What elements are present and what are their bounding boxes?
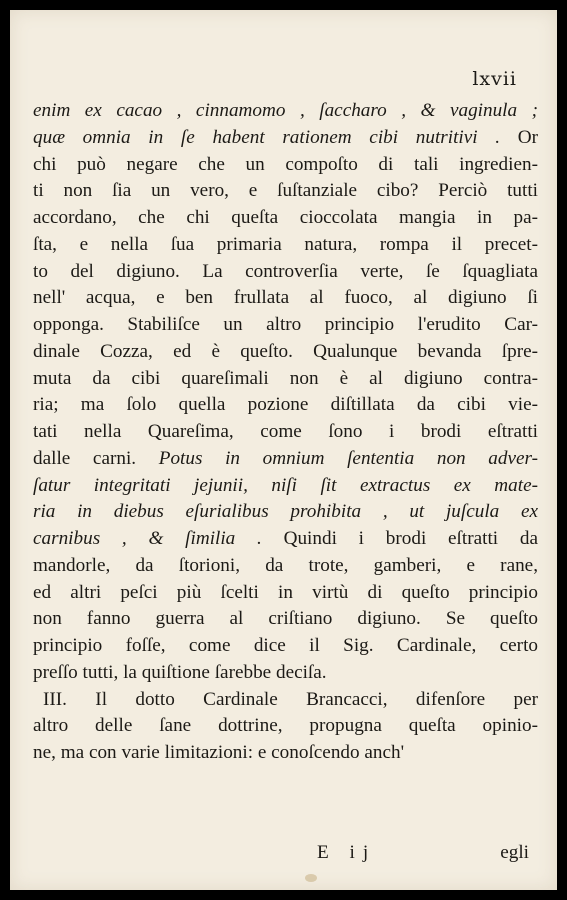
text-line [33, 152, 538, 179]
text-line [33, 125, 538, 152]
text-line [33, 713, 538, 740]
roman-span: mandorle, da ſtorioni, da trote, gamberi, e rane, [33, 554, 538, 576]
italic-span: Potus in omnium ſententia non adver- [158, 447, 538, 469]
roman-span: ne, ma con varie limitazioni: e conoſcendo anch' [33, 742, 405, 763]
text-line [33, 205, 538, 232]
roman-span: non fanno guerra al criſtiano digiuno. Se queſto [33, 608, 538, 630]
body-text [33, 98, 538, 767]
roman-span: nell' acqua, e ben frullata al fuoco, al digiuno ſi [33, 287, 538, 309]
text-line [33, 366, 538, 393]
roman-span: principio foſſe, come dice il Sig. Cardinale, certo [33, 635, 538, 656]
signature-mark: E ij [317, 842, 377, 863]
text-line [33, 526, 538, 553]
text-line [33, 312, 538, 339]
roman-span: opponga. Stabiliſce un altro principio l'erudito Car- [33, 314, 538, 335]
text-line [33, 499, 538, 526]
text-line [33, 178, 538, 205]
text-line [33, 392, 538, 419]
roman-span: altro delle ſane dottrine, propugna queſta opinio- [33, 715, 538, 737]
page-number: lxvii [472, 68, 517, 90]
italic-span: ſatur integritati jejunii, niſi ſit extractus ex mate- [33, 474, 538, 496]
text-line [33, 473, 538, 500]
roman-span: Or [500, 126, 538, 148]
text-line [33, 580, 538, 607]
page-footer [10, 842, 557, 868]
roman-span: muta da cibi quareſimali non è al digiuno contra- [33, 367, 538, 389]
roman-span: ria; ma ſolo quella pozione diſtillata da cibi vie- [33, 394, 538, 416]
roman-span: to del digiuno. La controverſia verte, ſe ſquagliata [33, 260, 538, 282]
italic-span: carnibus , & ſimilia . [33, 528, 262, 549]
roman-span: preſſo tutti, la quiſtione ſarebbe deciſa. [33, 661, 327, 683]
roman-span: tati nella Quareſima, come ſono i brodi eſtratti [33, 421, 538, 442]
text-line [33, 98, 538, 125]
text-line [33, 606, 538, 633]
roman-span: III. Il dotto Cardinale Brancacci, difenſore per [43, 688, 538, 710]
book-page [10, 10, 557, 890]
roman-span: accordano, che chi queſta cioccolata mangia in pa- [33, 207, 538, 228]
text-line [33, 740, 538, 767]
text-line [33, 446, 538, 473]
text-line [33, 660, 538, 687]
catchword: egli [500, 842, 529, 863]
italic-span: quæ omnia in ſe habent rationem cibi nutritivi . [33, 126, 501, 148]
text-line [33, 285, 538, 312]
text-line [33, 687, 538, 714]
roman-span: dalle carni. [33, 447, 159, 469]
roman-span: Quindi i brodi eſtratti da [261, 528, 538, 549]
roman-span: ſta, e nella ſua primaria natura, rompa il precet- [33, 233, 538, 255]
roman-span: ti non ſia un vero, e ſuſtanziale cibo? Perciò tutti [33, 180, 538, 202]
text-line [33, 259, 538, 286]
roman-span: dinale Cozza, ed è queſto. Qualunque bevanda ſpre- [33, 340, 538, 362]
text-line [33, 419, 538, 446]
text-line [33, 633, 538, 660]
paper-stain [305, 874, 317, 882]
roman-span: ed altri peſci più ſcelti in virtù di queſto principio [33, 581, 538, 603]
text-line [33, 232, 538, 259]
roman-span: chi può negare che un compoſto di tali ingredien- [33, 153, 538, 175]
italic-span: enim ex cacao , cinnamomo , ſaccharo , & vaginula ; [33, 100, 538, 121]
italic-span: ria in diebus eſurialibus prohibita , ut juſcula ex [33, 501, 538, 523]
text-line [33, 339, 538, 366]
text-line [33, 553, 538, 580]
